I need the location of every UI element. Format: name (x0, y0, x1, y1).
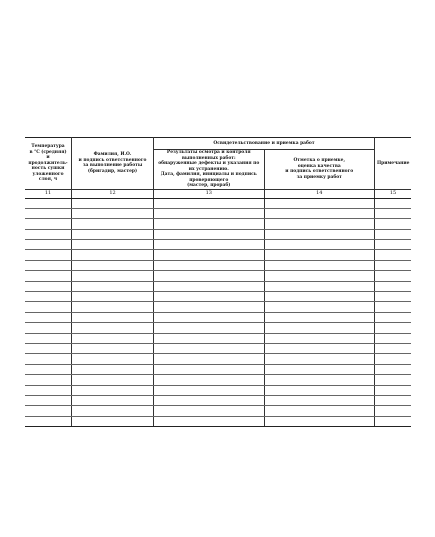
header-temperature-drying: Температура в °С (средняя) и продолжитель- ность сушки уложенного слоя, ч (25, 138, 72, 190)
table-cell (375, 229, 412, 239)
table-row (25, 312, 411, 322)
table-cell (72, 302, 154, 312)
table-row (25, 416, 411, 426)
table-cell (375, 240, 412, 250)
table-cell (375, 385, 412, 395)
column-number-12: 12 (72, 189, 154, 198)
table-row (25, 250, 411, 260)
table-cell (154, 312, 265, 322)
table-cell (264, 292, 375, 302)
table-row (25, 260, 411, 270)
table-cell (72, 416, 154, 426)
table-cell (25, 229, 72, 239)
table-row (25, 219, 411, 229)
table-cell (25, 375, 72, 385)
header-inspection-results: Результаты осмотра и контроля выполненных работ: обнаруженные дефекты и указания по их устранению. Дата, фамилия, инициалы и подпись проверяющего (мастер, прораб) (154, 150, 265, 190)
table-cell (25, 416, 72, 426)
table-cell (264, 250, 375, 260)
table-cell (154, 406, 265, 416)
table-row (25, 281, 411, 291)
table-cell (72, 395, 154, 405)
table-cell (154, 416, 265, 426)
table-cell (154, 364, 265, 374)
table-cell (264, 416, 375, 426)
table-row (25, 364, 411, 374)
table-cell (25, 364, 72, 374)
table-cell (25, 240, 72, 250)
header-inspection-acceptance: Освидетельствование и приемка работ (154, 138, 375, 150)
column-number-row (25, 189, 411, 198)
table-cell (375, 375, 412, 385)
table-row (25, 271, 411, 281)
header-responsible-executor: Фамилия, И.О. и подпись ответственного за выполнение работы (бригадир, мастер) (72, 138, 154, 190)
table-cell (375, 250, 412, 260)
table-cell (72, 323, 154, 333)
table-cell (264, 198, 375, 208)
table-cell (72, 250, 154, 260)
table-cell (72, 354, 154, 364)
table-cell (154, 198, 265, 208)
table-cell (154, 323, 265, 333)
table-cell (154, 281, 265, 291)
table-cell (25, 302, 72, 312)
table-cell (375, 395, 412, 405)
table-cell (375, 312, 412, 322)
table-row (25, 240, 411, 250)
table-cell (72, 198, 154, 208)
column-number-13: 13 (154, 189, 265, 198)
table-row (25, 323, 411, 333)
table-cell (264, 260, 375, 270)
table-row (25, 302, 411, 312)
table-cell (25, 219, 72, 229)
table-cell (264, 312, 375, 322)
table-cell (264, 395, 375, 405)
table-cell (72, 240, 154, 250)
table-row (25, 208, 411, 218)
table-cell (72, 364, 154, 374)
table-row (25, 395, 411, 405)
table-cell (375, 219, 412, 229)
table-cell (72, 292, 154, 302)
table-cell (375, 260, 412, 270)
journal-sheet (25, 137, 411, 393)
table-cell (264, 343, 375, 353)
table-cell (264, 323, 375, 333)
table-cell (72, 375, 154, 385)
table-cell (154, 333, 265, 343)
table-cell (375, 406, 412, 416)
table-cell (154, 208, 265, 218)
table-cell (72, 385, 154, 395)
table-cell (72, 343, 154, 353)
table-cell (25, 260, 72, 270)
table-cell (25, 271, 72, 281)
table-row (25, 343, 411, 353)
table-cell (154, 375, 265, 385)
table-row (25, 333, 411, 343)
table-cell (264, 240, 375, 250)
table-cell (375, 292, 412, 302)
table-cell (72, 229, 154, 239)
column-number-15: 15 (375, 189, 412, 198)
table-cell (264, 385, 375, 395)
table-cell (154, 302, 265, 312)
table-cell (25, 385, 72, 395)
table-cell (25, 395, 72, 405)
table-cell (154, 343, 265, 353)
table-cell (72, 406, 154, 416)
table-cell (25, 406, 72, 416)
table-cell (25, 323, 72, 333)
table-cell (25, 250, 72, 260)
table-row (25, 292, 411, 302)
table-cell (25, 354, 72, 364)
table-cell (154, 240, 265, 250)
table-cell (264, 281, 375, 291)
table-cell (25, 198, 72, 208)
table-cell (154, 219, 265, 229)
table-cell (25, 343, 72, 353)
table-cell (72, 333, 154, 343)
table-cell (72, 271, 154, 281)
table-cell (25, 333, 72, 343)
table-cell (72, 281, 154, 291)
table-cell (375, 198, 412, 208)
table-cell (72, 312, 154, 322)
table-cell (375, 343, 412, 353)
table-cell (375, 302, 412, 312)
table-cell (72, 260, 154, 270)
table-cell (375, 364, 412, 374)
table-cell (72, 219, 154, 229)
table-cell (264, 375, 375, 385)
table-cell (154, 271, 265, 281)
table-cell (264, 229, 375, 239)
table-row (25, 198, 411, 208)
table-row (25, 354, 411, 364)
table-cell (154, 260, 265, 270)
table-cell (264, 208, 375, 218)
table-cell (25, 312, 72, 322)
table-cell (264, 302, 375, 312)
table-cell (154, 292, 265, 302)
table-cell (375, 323, 412, 333)
table-cell (264, 354, 375, 364)
table-cell (25, 281, 72, 291)
column-number-11: 11 (25, 189, 72, 198)
table-cell (72, 208, 154, 218)
table-cell (154, 385, 265, 395)
table-row (25, 406, 411, 416)
header-notes: Примечание (375, 138, 412, 190)
table-cell (264, 364, 375, 374)
table-cell (264, 406, 375, 416)
table-cell (264, 271, 375, 281)
table-cell (375, 416, 412, 426)
journal-table (25, 137, 411, 427)
table-cell (375, 208, 412, 218)
table-cell (375, 271, 412, 281)
table-cell (25, 208, 72, 218)
table-row (25, 375, 411, 385)
table-cell (264, 219, 375, 229)
table-cell (264, 333, 375, 343)
table-row (25, 229, 411, 239)
header-acceptance-mark: Отметка о приемке, оценка качества и подпись ответственного за приемку работ (264, 150, 375, 190)
table-row (25, 385, 411, 395)
table-cell (154, 395, 265, 405)
table-cell (375, 333, 412, 343)
table-cell (154, 354, 265, 364)
table-cell (154, 229, 265, 239)
column-number-14: 14 (264, 189, 375, 198)
table-cell (375, 354, 412, 364)
table-cell (154, 250, 265, 260)
table-cell (375, 281, 412, 291)
journal-body (25, 198, 411, 427)
table-cell (25, 292, 72, 302)
